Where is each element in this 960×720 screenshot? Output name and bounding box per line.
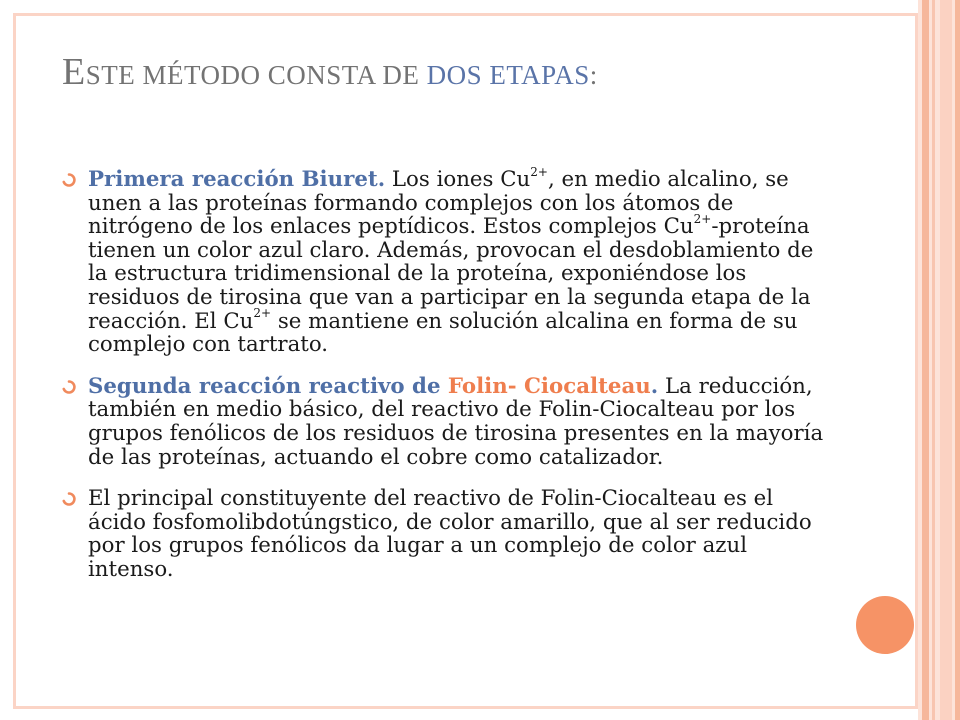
bullet-lead: Segunda reacción reactivo de bbox=[88, 373, 448, 399]
bullet-lead: Primera reacción Biuret. bbox=[88, 167, 386, 192]
title-highlight: DOS ETAPAS bbox=[426, 60, 590, 90]
decorative-stripe bbox=[940, 0, 952, 720]
bullet-text: , en medio alcalino, se unen a las proteínas formando complejos con los átomos de nitrógeno de los enlaces peptídicos. Estos complejos Cu bbox=[88, 167, 789, 240]
bullet-text: La reducción, también en medio básico, del reactivo de Folin-Ciocalteau por los grupos fenólicos de los residuos de tirosina presentes en la mayoría de las proteínas, actuando el cobre como catalizador. bbox=[88, 373, 824, 470]
bullet-lead-dot: . bbox=[650, 373, 659, 399]
title-colon: : bbox=[589, 60, 598, 90]
superscript: 2+ bbox=[253, 306, 272, 321]
bullet-item-constituent bbox=[62, 487, 832, 581]
bullet-text: se mantiene en solución alcalina en forma de su complejo con tartrato. bbox=[88, 308, 798, 358]
decorative-circle bbox=[856, 596, 914, 654]
title-text: STE MÉTODO CONSTA DE bbox=[85, 60, 427, 90]
decorative-stripe bbox=[955, 0, 960, 720]
bullet-item-biuret bbox=[62, 164, 832, 358]
bullet-ring-icon bbox=[62, 492, 76, 506]
bullet-text: Los iones Cu bbox=[385, 167, 531, 192]
superscript: 2+ bbox=[530, 164, 548, 179]
decorative-stripe bbox=[922, 0, 929, 720]
title-initial: E bbox=[62, 51, 86, 93]
slide-title bbox=[62, 50, 882, 94]
decorative-stripe bbox=[932, 0, 935, 720]
bullet-text: El principal constituyente del reactivo de Folin-Ciocalteau es el ácido fosfomolibdotúngstico, de color amarillo, que al ser reducido por los grupos fenólicos da lugar a un complejo de color azul intenso. bbox=[88, 486, 812, 582]
bullet-ring-icon bbox=[62, 380, 76, 394]
bullet-item-folin bbox=[62, 375, 832, 469]
bullet-list bbox=[62, 164, 832, 600]
bullet-ring-icon bbox=[62, 173, 76, 187]
bullet-highlight: Folin- Ciocalteau bbox=[447, 373, 651, 399]
superscript: 2+ bbox=[693, 212, 712, 227]
bullet-text: -proteína tienen un color azul claro. Además, provocan el desdoblamiento de la estructura tridimensional de la proteína, exponiéndose los residuos de tirosina que van a participar en la segunda etapa de la reacción. El Cu bbox=[88, 214, 814, 334]
